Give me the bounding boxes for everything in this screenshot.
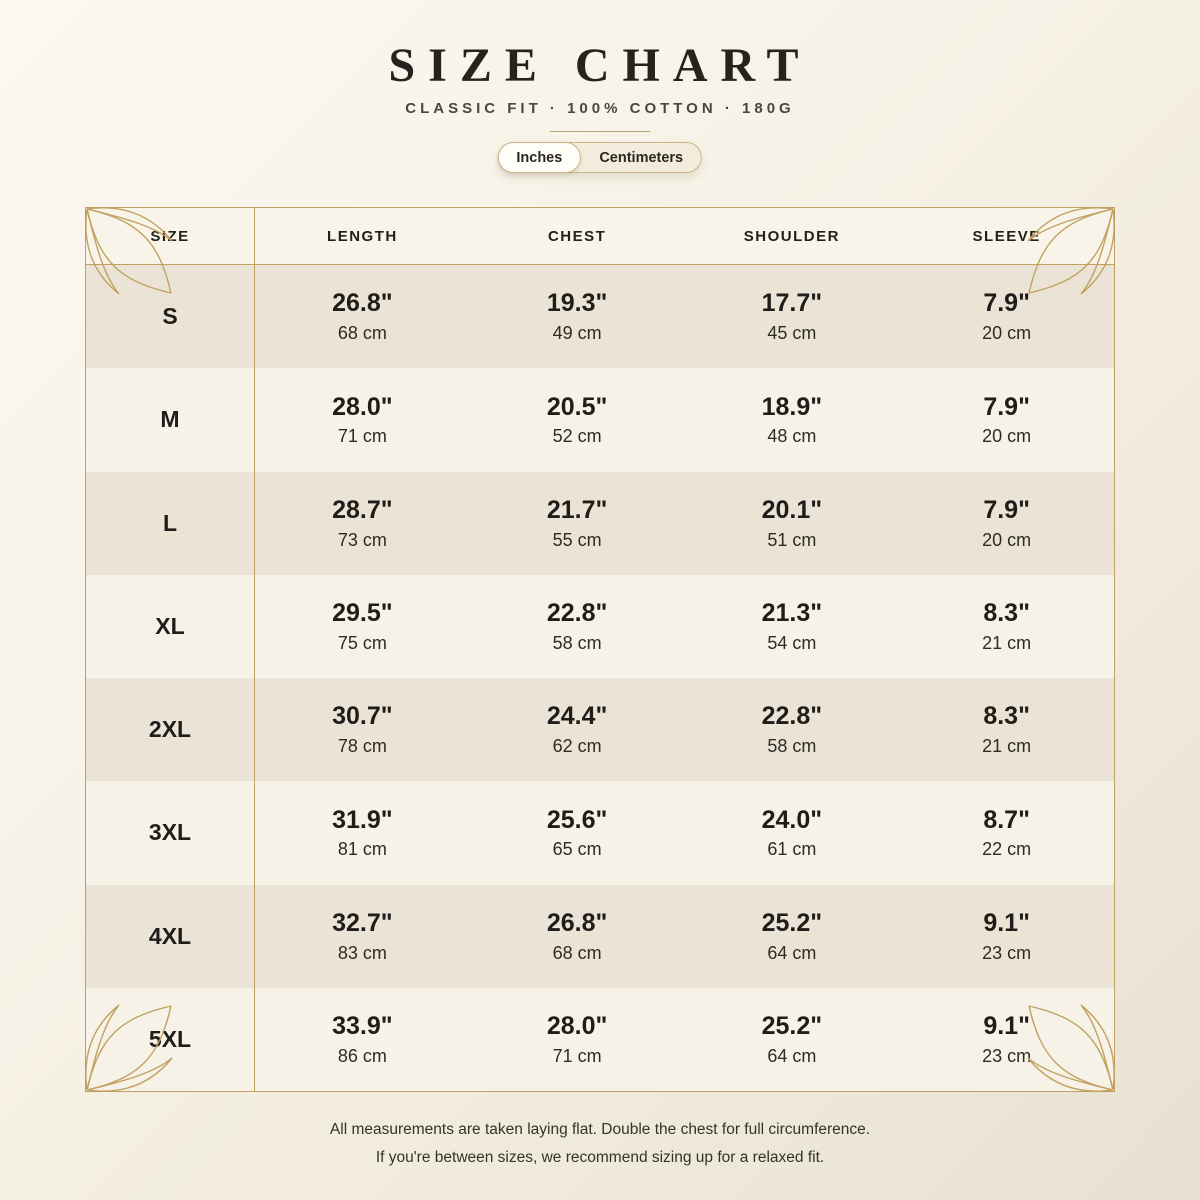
footer-line-2: If you're between sizes, we recommend sizing up for a relaxed fit.: [375, 1148, 825, 1166]
page-title: SIZE CHART: [388, 39, 812, 92]
inches-value: 25.6": [546, 805, 608, 834]
inches-value: 20.5": [546, 392, 608, 421]
centimeters-value: 71 cm: [552, 1045, 602, 1066]
centimeters-value: 20 cm: [982, 426, 1032, 447]
column-header-size: SIZE: [86, 208, 255, 264]
footer-note: [0, 1116, 1200, 1172]
inches-value: 25.2": [761, 1012, 823, 1041]
measurement-cell: [685, 988, 900, 1091]
column-header-shoulder: SHOULDER: [743, 227, 840, 245]
measurement-cell: [255, 885, 470, 988]
size-label: 5XL: [86, 988, 255, 1091]
inches-value: 8.7": [983, 805, 1030, 834]
centimeters-value: 81 cm: [337, 839, 387, 860]
centimeters-value: 71 cm: [337, 426, 387, 447]
measurement-cell: [470, 781, 685, 884]
measurement-cell: [899, 781, 1114, 884]
centimeters-value: 65 cm: [552, 839, 602, 860]
centimeters-value: 48 cm: [767, 426, 817, 447]
measurement-cell: [899, 678, 1114, 781]
inches-value: 19.3": [546, 289, 608, 318]
centimeters-value: 21 cm: [982, 632, 1032, 653]
inches-value: 17.7": [761, 289, 823, 318]
measurement-cell: [470, 265, 685, 368]
size-label: XL: [86, 575, 255, 678]
inches-value: 20.1": [761, 495, 823, 524]
inches-value: 29.5": [332, 599, 393, 628]
inches-value: 26.8": [332, 289, 393, 318]
measurement-cell: [255, 988, 470, 1091]
inches-value: 28.0": [546, 1012, 608, 1041]
measurement-cell: [899, 885, 1114, 988]
inches-value: 22.8": [546, 599, 608, 628]
inches-value: 28.7": [332, 495, 393, 524]
table-row-S: [86, 265, 1114, 368]
inches-value: 24.4": [546, 702, 608, 731]
measurement-cell: [255, 575, 470, 678]
inches-value: 9.1": [983, 1012, 1030, 1041]
toggle-option-centimeters[interactable]: Centimeters: [599, 149, 684, 166]
measurement-cell: [685, 885, 900, 988]
centimeters-value: 23 cm: [982, 1045, 1032, 1066]
centimeters-value: 61 cm: [767, 839, 817, 860]
inches-value: 7.9": [983, 392, 1030, 421]
measurement-cell: [470, 575, 685, 678]
measurement-cell: [685, 678, 900, 781]
inches-value: 22.8": [761, 702, 823, 731]
table-row-2XL: [86, 678, 1114, 781]
inches-value: 18.9": [761, 392, 823, 421]
centimeters-value: 64 cm: [767, 942, 817, 963]
size-label: M: [86, 368, 255, 471]
centimeters-value: 52 cm: [552, 426, 602, 447]
page-subtitle: CLASSIC FIT · 100% COTTON · 180G: [405, 100, 795, 117]
measurement-cell: [899, 368, 1114, 471]
measurement-cell: [255, 368, 470, 471]
measurement-cell: [899, 988, 1114, 1091]
inches-value: 33.9": [332, 1012, 393, 1041]
footer-line-1: All measurements are taken laying flat. Double the chest for full circumference.: [329, 1121, 871, 1138]
measurement-cell: [470, 678, 685, 781]
measurement-cell: [899, 472, 1114, 575]
measurement-cell: [470, 472, 685, 575]
measurement-cell: [899, 575, 1114, 678]
table-body: [86, 265, 1114, 1091]
centimeters-value: 49 cm: [552, 323, 602, 344]
centimeters-value: 75 cm: [337, 632, 387, 653]
size-label: S: [86, 265, 255, 368]
inches-value: 7.9": [983, 289, 1030, 318]
column-header-sleeve: SLEEVE: [972, 227, 1041, 245]
centimeters-value: 64 cm: [767, 1045, 817, 1066]
inches-value: 30.7": [332, 702, 393, 731]
column-header-length: LENGTH: [327, 227, 398, 245]
centimeters-value: 78 cm: [337, 736, 387, 757]
size-label: L: [86, 472, 255, 575]
measurement-cell: [685, 781, 900, 884]
inches-value: 32.7": [332, 908, 393, 937]
measurement-cell: [470, 885, 685, 988]
centimeters-value: 55 cm: [552, 529, 602, 550]
table-header-row: [86, 208, 1114, 265]
inches-value: 21.3": [761, 599, 823, 628]
table-row-M: [86, 368, 1114, 471]
measurement-cell: [685, 575, 900, 678]
centimeters-value: 21 cm: [982, 736, 1032, 757]
centimeters-value: 86 cm: [337, 1045, 387, 1066]
unit-toggle[interactable]: [498, 142, 702, 173]
inches-value: 9.1": [983, 908, 1030, 937]
table-row-L: [86, 472, 1114, 575]
toggle-option-inches[interactable]: Inches: [497, 142, 581, 173]
inches-value: 24.0": [761, 805, 823, 834]
centimeters-value: 68 cm: [552, 942, 602, 963]
size-label: 3XL: [86, 781, 255, 884]
inches-value: 7.9": [983, 495, 1030, 524]
table-row-3XL: [86, 781, 1114, 884]
centimeters-value: 68 cm: [337, 323, 387, 344]
centimeters-value: 62 cm: [552, 736, 602, 757]
centimeters-value: 58 cm: [552, 632, 602, 653]
measurement-cell: [685, 472, 900, 575]
measurement-cell: [255, 472, 470, 575]
size-table: [85, 207, 1115, 1092]
measurement-cell: [255, 265, 470, 368]
inches-value: 31.9": [332, 805, 393, 834]
inches-value: 26.8": [546, 908, 608, 937]
table-row-4XL: [86, 885, 1114, 988]
centimeters-value: 73 cm: [337, 529, 387, 550]
centimeters-value: 22 cm: [982, 839, 1032, 860]
centimeters-value: 23 cm: [982, 942, 1032, 963]
inches-value: 8.3": [983, 702, 1030, 731]
header-divider: [550, 131, 650, 132]
measurement-cell: [255, 678, 470, 781]
table-row-5XL: [86, 988, 1114, 1091]
measurement-cell: [899, 265, 1114, 368]
size-label: 2XL: [86, 678, 255, 781]
centimeters-value: 54 cm: [767, 632, 817, 653]
centimeters-value: 20 cm: [982, 529, 1032, 550]
centimeters-value: 83 cm: [337, 942, 387, 963]
size-label: 4XL: [86, 885, 255, 988]
measurement-cell: [685, 368, 900, 471]
column-header-chest: CHEST: [547, 227, 607, 245]
table-row-XL: [86, 575, 1114, 678]
inches-value: 8.3": [983, 599, 1030, 628]
centimeters-value: 58 cm: [767, 736, 817, 757]
measurement-cell: [255, 781, 470, 884]
inches-value: 25.2": [761, 908, 823, 937]
measurement-cell: [685, 265, 900, 368]
inches-value: 21.7": [546, 495, 608, 524]
measurement-cell: [470, 988, 685, 1091]
centimeters-value: 45 cm: [767, 323, 817, 344]
centimeters-value: 51 cm: [767, 529, 817, 550]
inches-value: 28.0": [332, 392, 393, 421]
centimeters-value: 20 cm: [982, 323, 1032, 344]
measurement-cell: [470, 368, 685, 471]
